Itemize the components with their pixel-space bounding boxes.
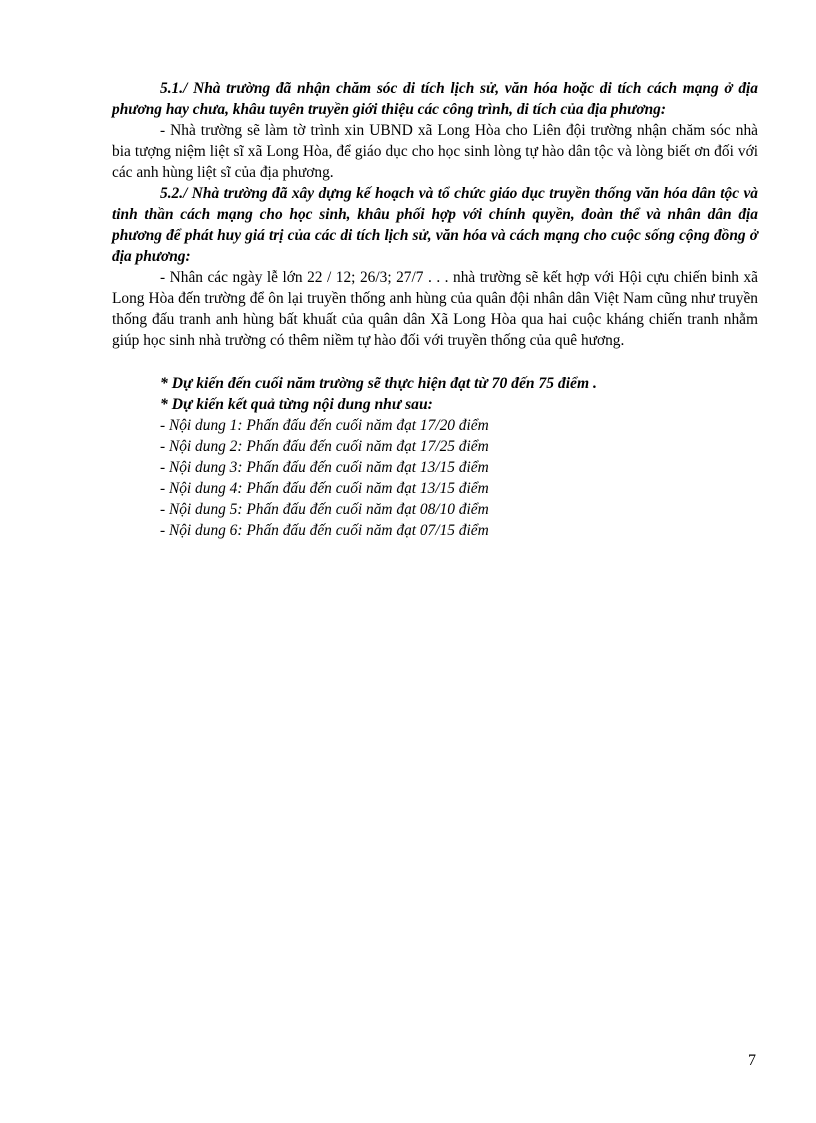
list-item: - Nội dung 4: Phấn đấu đến cuối năm đạt 13/15 điểm — [160, 480, 489, 497]
list-item: - Nội dung 5: Phấn đấu đến cuối năm đạt 08/10 điểm — [160, 501, 489, 518]
spacer — [112, 351, 758, 373]
document-page — [112, 78, 758, 541]
page-number: 7 — [748, 1052, 756, 1069]
list-item: - Nội dung 6: Phấn đấu đến cuối năm đạt 07/15 điểm — [160, 522, 489, 539]
list-item: - Nội dung 3: Phấn đấu đến cuối năm đạt 13/15 điểm — [160, 459, 489, 476]
results-heading: * Dự kiến kết quả từng nội dung như sau: — [160, 396, 433, 413]
section-5-1-heading: 5.1./ Nhà trường đã nhận chăm sóc di tích lịch sử, văn hóa hoặc di tích cách mạng ở địa phương hay chưa, khâu tuyên truyền giới thiệu các công trình, di tích của địa phương: — [112, 80, 758, 118]
section-5-1-body: - Nhà trường sẽ làm tờ trình xin UBND xã Long Hòa cho Liên đội trường nhận chăm sóc nhà bia tượng niệm liệt sĩ xã Long Hòa, để giáo dục cho học sinh lòng tự hào dân tộc và lòng biết ơn đối với các anh hùng liệt sĩ của địa phương. — [112, 122, 758, 181]
list-item: - Nội dung 1: Phấn đấu đến cuối năm đạt 17/20 điểm — [160, 417, 489, 434]
section-5-2-heading: 5.2./ Nhà trường đã xây dựng kế hoạch và tổ chức giáo dục truyền thống văn hóa dân tộc và tinh thần cách mạng cho học sinh, khâu phối hợp với chính quyền, đoàn thể và nhân dân địa phương để phát huy giá trị của các di tích lịch sử, văn hóa và cách mạng cho cuộc sống cộng đồng ở địa phương: — [112, 185, 758, 265]
section-5-2-body: - Nhân các ngày lễ lớn 22 / 12; 26/3; 27/7 . . . nhà trường sẽ kết hợp với Hội cựu chiến binh xã Long Hòa đến trường để ôn lại truyền thống anh hùng của quân đội nhân dân Việt Nam cũng như truyền thống đấu tranh anh hùng bất khuất của quân dân Xã Long Hòa qua hai cuộc kháng chiến tranh nhằm giúp học sinh nhà trường có thêm niềm tự hào đối với truyền thống của quê hương. — [112, 269, 758, 349]
list-item: - Nội dung 2: Phấn đấu đến cuối năm đạt 17/25 điểm — [160, 438, 489, 455]
summary-block — [160, 373, 758, 541]
target-score-line: * Dự kiến đến cuối năm trường sẽ thực hiện đạt từ 70 đến 75 điểm . — [160, 375, 597, 392]
